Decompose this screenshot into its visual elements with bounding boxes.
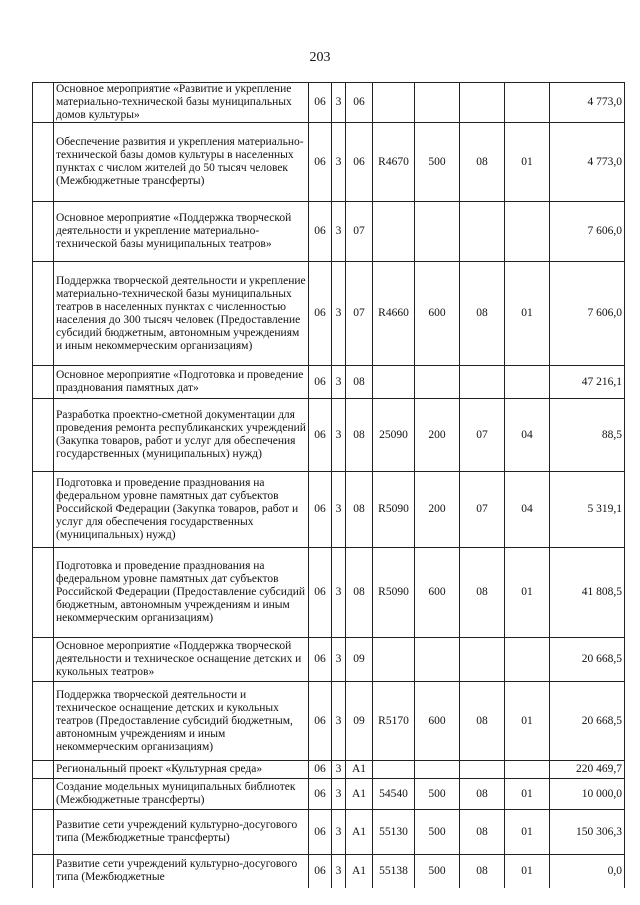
subsection-cell: 04 — [505, 472, 550, 548]
blank-cell — [33, 366, 54, 399]
subprogram-code-cell: 3 — [332, 810, 346, 855]
blank-cell — [33, 761, 54, 779]
subprogram-code-cell: 3 — [332, 682, 346, 761]
item-name-cell: Подготовка и проведение празднования на федеральном уровне памятных дат субъектов Российской Федерации (Предоставление субсидий бюджетным, автономным учреждениям и иным некоммерческим организациям) — [54, 548, 309, 638]
table-row — [33, 682, 625, 761]
expense-direction-cell: R5090 — [373, 548, 415, 638]
section-cell: 08 — [460, 810, 505, 855]
program-code-cell: 06 — [309, 399, 332, 472]
expense-type-cell: 600 — [415, 262, 460, 366]
section-cell — [460, 638, 505, 682]
expense-type-cell — [415, 202, 460, 262]
table-row — [33, 779, 625, 810]
subprogram-code-cell: 3 — [332, 399, 346, 472]
program-code-cell: 06 — [309, 761, 332, 779]
subprogram-code-cell: 3 — [332, 472, 346, 548]
subsection-cell — [505, 366, 550, 399]
section-cell: 07 — [460, 399, 505, 472]
main-event-code-cell: 07 — [346, 202, 373, 262]
section-cell: 08 — [460, 779, 505, 810]
main-event-code-cell: 08 — [346, 472, 373, 548]
item-name-cell: Основное мероприятие «Поддержка творческой деятельности и укрепление материально-технической базы муниципальных театров» — [54, 202, 309, 262]
program-code-cell: 06 — [309, 548, 332, 638]
expense-type-cell: 500 — [415, 123, 460, 202]
table-row — [33, 399, 625, 472]
expense-direction-cell: 55138 — [373, 855, 415, 888]
main-event-code-cell: 09 — [346, 682, 373, 761]
subsection-cell: 01 — [505, 262, 550, 366]
blank-cell — [33, 472, 54, 548]
main-event-code-cell: 07 — [346, 262, 373, 366]
subsection-cell: 01 — [505, 779, 550, 810]
main-event-code-cell: 08 — [346, 548, 373, 638]
main-event-code-cell: 06 — [346, 123, 373, 202]
expense-direction-cell — [373, 202, 415, 262]
table-row — [33, 83, 625, 123]
subsection-cell: 01 — [505, 548, 550, 638]
program-code-cell: 06 — [309, 472, 332, 548]
section-cell: 08 — [460, 262, 505, 366]
section-cell: 08 — [460, 682, 505, 761]
amount-cell: 20 668,5 — [550, 638, 625, 682]
main-event-code-cell: A1 — [346, 779, 373, 810]
expense-type-cell — [415, 638, 460, 682]
section-cell — [460, 366, 505, 399]
blank-cell — [33, 638, 54, 682]
expense-direction-cell: R4660 — [373, 262, 415, 366]
amount-cell: 41 808,5 — [550, 548, 625, 638]
table-row — [33, 262, 625, 366]
item-name-cell: Развитие сети учреждений культурно-досугового типа (Межбюджетные — [54, 855, 309, 888]
program-code-cell: 06 — [309, 779, 332, 810]
item-name-cell: Обеспечение развития и укрепления материально-технической базы домов культуры в населенных пунктах с числом жителей до 50 тысяч человек (Межбюджетные трансферты) — [54, 123, 309, 202]
subprogram-code-cell: 3 — [332, 123, 346, 202]
blank-cell — [33, 810, 54, 855]
section-cell: 08 — [460, 548, 505, 638]
item-name-cell: Основное мероприятие «Поддержка творческой деятельности и техническое оснащение детских и кукольных театров» — [54, 638, 309, 682]
main-event-code-cell: 06 — [346, 83, 373, 123]
subsection-cell — [505, 761, 550, 779]
amount-cell: 4 773,0 — [550, 123, 625, 202]
section-cell: 08 — [460, 855, 505, 888]
main-event-code-cell: 08 — [346, 399, 373, 472]
program-code-cell: 06 — [309, 855, 332, 888]
expense-type-cell: 200 — [415, 399, 460, 472]
program-code-cell: 06 — [309, 262, 332, 366]
subprogram-code-cell: 3 — [332, 761, 346, 779]
amount-cell: 220 469,7 — [550, 761, 625, 779]
subsection-cell: 01 — [505, 123, 550, 202]
expense-direction-cell — [373, 761, 415, 779]
table-row — [33, 123, 625, 202]
blank-cell — [33, 779, 54, 810]
program-code-cell: 06 — [309, 810, 332, 855]
section-cell: 07 — [460, 472, 505, 548]
table-row — [33, 366, 625, 399]
budget-table — [32, 82, 625, 888]
subsection-cell: 01 — [505, 855, 550, 888]
expense-type-cell — [415, 366, 460, 399]
main-event-code-cell: A1 — [346, 855, 373, 888]
blank-cell — [33, 83, 54, 123]
subprogram-code-cell: 3 — [332, 855, 346, 888]
amount-cell: 20 668,5 — [550, 682, 625, 761]
amount-cell: 0,0 — [550, 855, 625, 888]
item-name-cell: Создание модельных муниципальных библиотек (Межбюджетные трансферты) — [54, 779, 309, 810]
section-cell — [460, 83, 505, 123]
amount-cell: 150 306,3 — [550, 810, 625, 855]
subsection-cell: 01 — [505, 810, 550, 855]
amount-cell: 7 606,0 — [550, 262, 625, 366]
page-number: 203 — [309, 50, 331, 65]
blank-cell — [33, 855, 54, 888]
expense-direction-cell: 25090 — [373, 399, 415, 472]
expense-direction-cell: 54540 — [373, 779, 415, 810]
main-event-code-cell: A1 — [346, 810, 373, 855]
expense-type-cell: 600 — [415, 682, 460, 761]
blank-cell — [33, 548, 54, 638]
expense-direction-cell: 55130 — [373, 810, 415, 855]
program-code-cell: 06 — [309, 123, 332, 202]
expense-type-cell — [415, 83, 460, 123]
main-event-code-cell: 08 — [346, 366, 373, 399]
subsection-cell: 01 — [505, 682, 550, 761]
expense-direction-cell — [373, 83, 415, 123]
expense-direction-cell: R5170 — [373, 682, 415, 761]
program-code-cell: 06 — [309, 638, 332, 682]
item-name-cell: Подготовка и проведение празднования на федеральном уровне памятных дат субъектов Российской Федерации (Закупка товаров, работ и услуг для обеспечения государственных (муниципальных) нужд) — [54, 472, 309, 548]
program-code-cell: 06 — [309, 366, 332, 399]
table-row — [33, 472, 625, 548]
blank-cell — [33, 123, 54, 202]
subsection-cell — [505, 83, 550, 123]
table-row — [33, 202, 625, 262]
section-cell — [460, 761, 505, 779]
program-code-cell: 06 — [309, 202, 332, 262]
amount-cell: 4 773,0 — [550, 83, 625, 123]
expense-type-cell: 600 — [415, 548, 460, 638]
table-row — [33, 855, 625, 888]
table-row — [33, 548, 625, 638]
item-name-cell: Региональный проект «Культурная среда» — [54, 761, 309, 779]
main-event-code-cell: 09 — [346, 638, 373, 682]
item-name-cell: Разработка проектно-сметной документации для проведения ремонта республиканских учреждений (Закупка товаров, работ и услуг для обеспечения государственных (муниципальных) нужд) — [54, 399, 309, 472]
subprogram-code-cell: 3 — [332, 638, 346, 682]
amount-cell: 88,5 — [550, 399, 625, 472]
section-cell: 08 — [460, 123, 505, 202]
subsection-cell — [505, 638, 550, 682]
expense-direction-cell: R4670 — [373, 123, 415, 202]
expense-type-cell: 500 — [415, 810, 460, 855]
expense-direction-cell — [373, 638, 415, 682]
amount-cell: 5 319,1 — [550, 472, 625, 548]
main-event-code-cell: A1 — [346, 761, 373, 779]
amount-cell: 7 606,0 — [550, 202, 625, 262]
amount-cell: 47 216,1 — [550, 366, 625, 399]
item-name-cell: Поддержка творческой деятельности и техническое оснащение детских и кукольных театров (Предоставление субсидий бюджетным, автономным учреждениям и иным некоммерческим организациям) — [54, 682, 309, 761]
blank-cell — [33, 682, 54, 761]
amount-cell: 10 000,0 — [550, 779, 625, 810]
section-cell — [460, 202, 505, 262]
blank-cell — [33, 399, 54, 472]
item-name-cell: Основное мероприятие «Развитие и укрепление материально-технической базы муниципальных домов культуры» — [54, 83, 309, 123]
expense-type-cell — [415, 761, 460, 779]
program-code-cell: 06 — [309, 83, 332, 123]
subsection-cell: 04 — [505, 399, 550, 472]
program-code-cell: 06 — [309, 682, 332, 761]
table-row — [33, 761, 625, 779]
blank-cell — [33, 262, 54, 366]
expense-direction-cell: R5090 — [373, 472, 415, 548]
table-row — [33, 810, 625, 855]
subprogram-code-cell: 3 — [332, 202, 346, 262]
subprogram-code-cell: 3 — [332, 548, 346, 638]
subprogram-code-cell: 3 — [332, 366, 346, 399]
item-name-cell: Поддержка творческой деятельности и укрепление материально-технической базы муниципальных театров в населенных пунктах с численностью населения до 300 тысяч человек (Предоставление субсидий бюджетным, автономным учреждениям и иным некоммерческим организациям) — [54, 262, 309, 366]
blank-cell — [33, 202, 54, 262]
table-row — [33, 638, 625, 682]
expense-type-cell: 200 — [415, 472, 460, 548]
subprogram-code-cell: 3 — [332, 779, 346, 810]
item-name-cell: Развитие сети учреждений культурно-досугового типа (Межбюджетные трансферты) — [54, 810, 309, 855]
subprogram-code-cell: 3 — [332, 83, 346, 123]
expense-type-cell: 500 — [415, 855, 460, 888]
expense-type-cell: 500 — [415, 779, 460, 810]
item-name-cell: Основное мероприятие «Подготовка и проведение празднования памятных дат» — [54, 366, 309, 399]
subprogram-code-cell: 3 — [332, 262, 346, 366]
subsection-cell — [505, 202, 550, 262]
expense-direction-cell — [373, 366, 415, 399]
